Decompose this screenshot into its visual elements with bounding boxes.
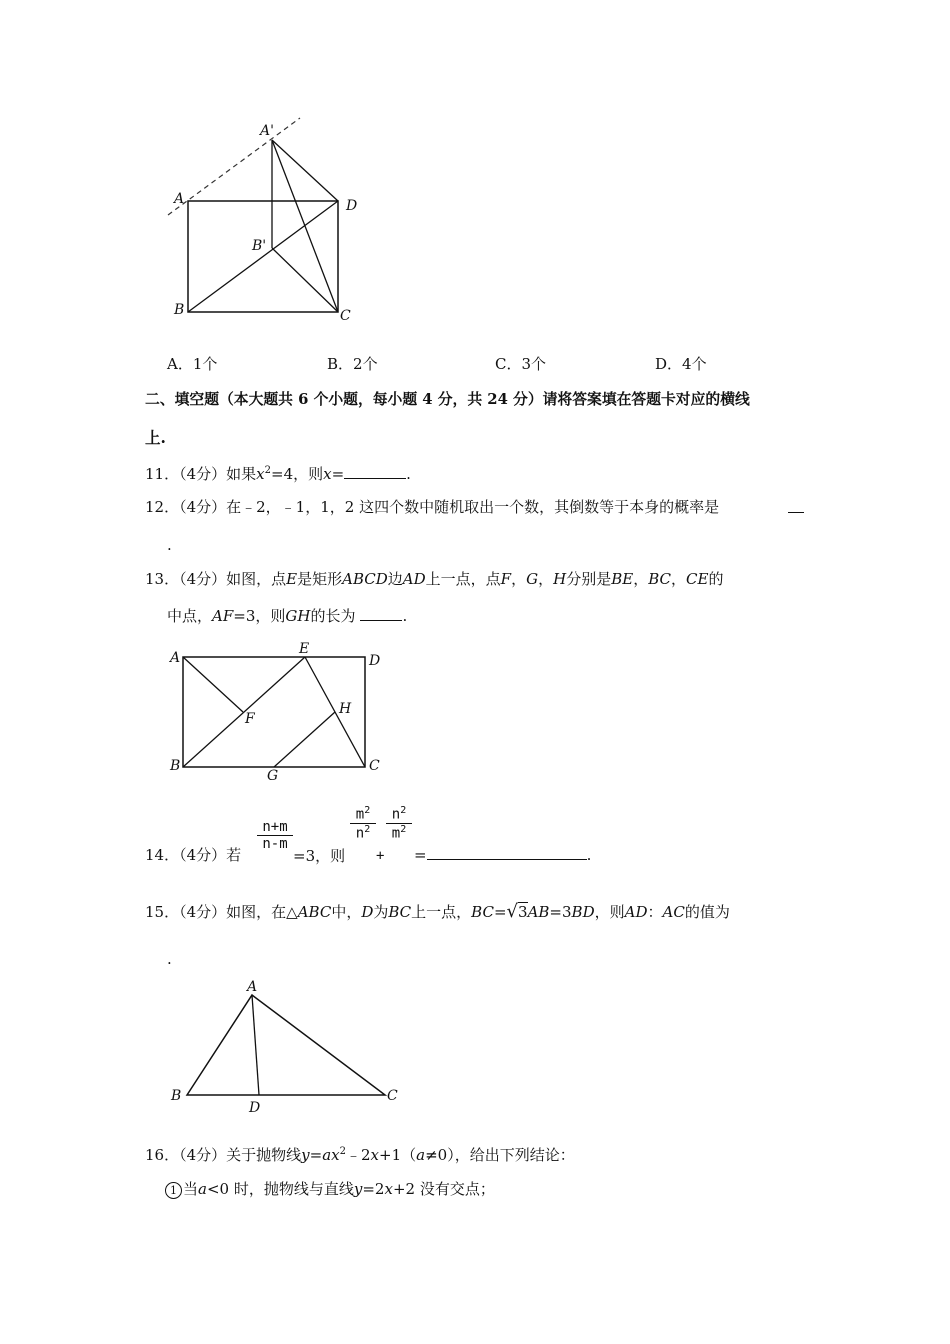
label-h: H [339,701,352,717]
label-b: B [171,1088,182,1104]
plus-sign: + [376,848,385,864]
label-a: A [170,650,181,666]
fraction-n2-over-m2: $\frac{n^2}{m^2}$ [386,805,412,841]
label-f: F [245,711,255,727]
label-e: E [299,641,310,657]
question-13: 13．（4分）如图，点E是矩形ABCD边AD上一点，点F，G，H分别是BE，BC，CE的 [145,570,724,588]
label-c: C [340,308,351,324]
label-c: C [369,758,380,774]
label-d: D [346,198,358,214]
option-a: A．1个 [167,355,218,373]
question-15-end: . [167,950,172,968]
section-heading: 二、填空题（本大题共 6 个小题，每小题 4 分，共 24 分）请将答案填在答题卡对应的横线 [145,391,750,408]
section-heading-cont: 上. [145,428,166,447]
figure-rectangle-midpoints [165,640,395,785]
question-14-end: = . [414,846,592,864]
sqrt-sign: √ [506,901,519,922]
option-c: C．3个 [495,355,547,373]
figure-rectangle-fold [160,110,400,330]
figure-triangle-abc [165,978,405,1118]
question-12-end: . [167,536,172,554]
circled-number-1: 1 [165,1182,182,1199]
question-14-mid: =3，则 [293,847,346,865]
label-a: A [247,979,258,995]
answer-blank [427,845,587,860]
label-b-prime: B' [252,238,267,254]
label-d: D [369,653,381,669]
option-b: B．2个 [327,355,378,373]
label-a: A [174,191,185,207]
question-15: 15．（4分）如图，在△ABC中，D为BC上一点，BC=√3AB=3BD，则AD：AC的值为 [145,901,730,922]
label-d: D [249,1100,261,1116]
label-b: B [170,758,181,774]
answer-blank [360,606,402,621]
question-16: 16．（4分）关于抛物线$y=ax^2﹣2x+1(a\ne 0)$，给出下列结论： [145,1146,575,1164]
label-a-prime: A' [260,123,274,139]
fraction-m2-over-n2: $\frac{m^2}{n^2}$ [350,805,376,841]
question-11: 11．（4分）如果$x^2=4$，则x= . [145,465,411,483]
question-13-cont: 中点，AF=3，则GH的长为 . [167,607,408,625]
label-c: C [387,1088,398,1104]
label-g: G [267,768,279,784]
fraction-n-plus-m-over-n-minus-m: $\frac{n+m}{n-m}$ [257,819,293,852]
answer-blank [344,464,406,479]
answer-blank [788,498,804,513]
label-b: B [174,302,185,318]
question-14: 14．（4分）若 [145,846,242,864]
question-12: 12．（4分）在﹣2，﹣1，1，2 这四个数中随机取出一个数，其倒数等于本身的概率是 [145,498,720,516]
question-16-item-1: 1 当a<0 时，抛物线与直线y=2x+2 没有交点； [165,1179,495,1199]
option-d: D．4个 [655,355,707,373]
